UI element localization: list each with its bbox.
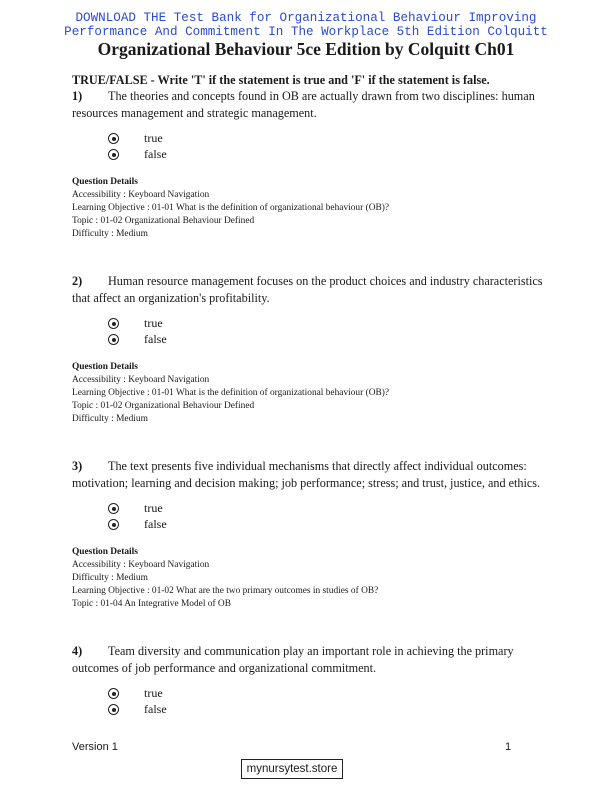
option-label: false [144,517,167,531]
detail-difficulty: Difficulty : Medium [72,573,148,583]
radio-icon[interactable] [108,688,119,699]
question-4-statement: Team diversity and communication play an important role in achieving the primary outcomes of job performance and organizational commitment. [72,644,514,675]
detail-difficulty: Difficulty : Medium [72,414,148,424]
details-heading: Question Details [72,362,138,372]
question-1-text [72,88,552,122]
radio-icon[interactable] [108,133,119,144]
question-2 [72,273,552,424]
detail-topic: Topic : 01-02 Organizational Behaviour Defined [72,401,255,411]
details-heading: Question Details [72,547,138,557]
question-1-details [72,176,389,241]
option-label: false [144,702,167,716]
detail-accessibility: Accessibility : Keyboard Navigation [72,375,210,385]
detail-learning-objective: Learning Objective : 01-01 What is the definition of organizational behaviour (OB)? [72,388,390,398]
radio-icon[interactable] [108,519,119,530]
detail-accessibility: Accessibility : Keyboard Navigation [72,560,210,570]
radio-icon[interactable] [108,149,119,160]
option-label: true [144,131,163,145]
question-3-number: 3) [72,459,83,473]
detail-topic: Topic : 01-02 Organizational Behaviour Defined [72,216,255,226]
page-number: 1 [505,741,512,753]
question-4 [72,643,552,716]
question-4-number: 4) [72,644,83,658]
option-label: true [144,501,163,515]
banner-line-2: Performance And Commitment In The Workplace 5th Edition Colquitt [64,25,548,39]
question-3 [72,458,552,609]
question-4-text [72,643,552,677]
document-title: Organizational Behaviour 5ce Edition by Colquitt Ch01 [97,39,515,59]
question-2-statement: Human resource management focuses on the product choices and industry characteristics that affect an organization's profitability. [72,274,543,305]
details-heading: Question Details [72,177,138,187]
option-label: true [144,686,163,700]
question-2-number: 2) [72,274,83,288]
radio-icon[interactable] [108,334,119,345]
download-banner[interactable] [0,11,612,39]
question-2-text [72,273,552,307]
radio-icon[interactable] [108,704,119,715]
detail-learning-objective: Learning Objective : 01-01 What is the definition of organizational behaviour (OB)? [72,203,390,213]
footer-version: Version 1 [72,741,118,753]
question-3-details [72,546,378,611]
detail-learning-objective: Learning Objective : 01-02 What are the two primary outcomes in studies of OB? [72,586,379,596]
question-2-details [72,361,389,426]
radio-icon[interactable] [108,503,119,514]
option-label: false [144,147,167,161]
question-1 [72,88,552,239]
banner-line-1: DOWNLOAD THE Test Bank for Organizational Behaviour Improving [75,11,537,25]
option-label: false [144,332,167,346]
question-3-statement: The text presents five individual mechanisms that directly affect individual outcomes: motivation; learning and decision making; job performance; stress; and trust, justice, and ethics. [72,459,541,490]
section-instructions: TRUE/FALSE - Write 'T' if the statement is true and 'F' if the statement is false. [72,73,490,87]
radio-icon[interactable] [108,318,119,329]
website-watermark[interactable]: mynursytest.store [241,759,343,779]
detail-topic: Topic : 01-04 An Integrative Model of OB [72,599,231,609]
question-1-number: 1) [72,89,83,103]
detail-accessibility: Accessibility : Keyboard Navigation [72,190,210,200]
detail-difficulty: Difficulty : Medium [72,229,148,239]
question-3-text [72,458,552,492]
question-1-statement: The theories and concepts found in OB are actually drawn from two disciplines: human resources management and strategic management. [72,89,535,120]
option-label: true [144,316,163,330]
